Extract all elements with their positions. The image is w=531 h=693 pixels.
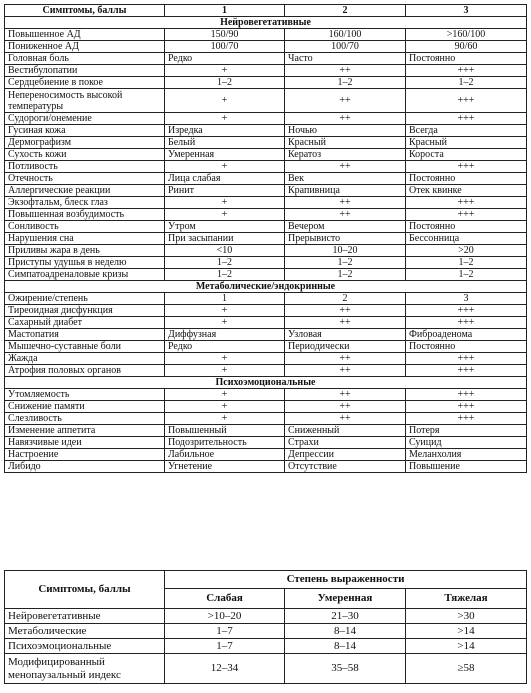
symptom-name-cell: Тиреоидная дисфункция [5, 305, 165, 317]
score-cell: 10–20 [285, 245, 406, 257]
section-header-row [5, 377, 527, 389]
table-row [5, 413, 527, 425]
symptom-name-cell: Аллергические реакции [5, 185, 165, 197]
header-score-2: 2 [285, 5, 406, 17]
score-cell: Постоянно [406, 341, 527, 353]
score-cell: Повышенный [165, 425, 285, 437]
symptom-name-cell: Атрофия половых органов [5, 365, 165, 377]
score-cell: ++ [285, 317, 406, 329]
score-cell: + [165, 389, 285, 401]
score-cell: +++ [406, 89, 527, 113]
range-cell: >10–20 [165, 609, 285, 624]
score-cell: Периодически [285, 341, 406, 353]
score-cell: Редко [165, 53, 285, 65]
score-cell: ++ [285, 197, 406, 209]
score-cell: + [165, 161, 285, 173]
score-cell: Изредка [165, 125, 285, 137]
range-cell: >14 [406, 639, 527, 654]
score-cell: Угнетение [165, 461, 285, 473]
score-cell: +++ [406, 197, 527, 209]
score-cell: ++ [285, 209, 406, 221]
score-cell: + [165, 401, 285, 413]
score-cell: Красный [406, 137, 527, 149]
score-cell: ++ [285, 401, 406, 413]
score-cell: Постоянно [406, 53, 527, 65]
table-row [5, 185, 527, 197]
score-cell: Вечером [285, 221, 406, 233]
category-name-cell: Нейровегетативные [5, 609, 165, 624]
score-cell: + [165, 65, 285, 77]
section-header-row [5, 281, 527, 293]
score-cell: 1–2 [285, 257, 406, 269]
score-cell: ++ [285, 305, 406, 317]
table-row [5, 437, 527, 449]
score-cell: Крапивница [285, 185, 406, 197]
score-cell: <10 [165, 245, 285, 257]
range-cell: 35–58 [285, 654, 406, 684]
score-cell: + [165, 317, 285, 329]
table-row [5, 173, 527, 185]
table-row [5, 77, 527, 89]
score-cell: 1–2 [285, 269, 406, 281]
table-row [5, 425, 527, 437]
score-cell: +++ [406, 413, 527, 425]
score-cell: +++ [406, 389, 527, 401]
symptom-name-cell: Утомляемость [5, 389, 165, 401]
symptom-name-cell: Настроение [5, 449, 165, 461]
summary-header-severity: Степень выраженности [165, 571, 527, 589]
table-row [5, 305, 527, 317]
score-cell: Потеря [406, 425, 527, 437]
symptom-name-cell: Симпатоадреналовые кризы [5, 269, 165, 281]
score-cell: 3 [406, 293, 527, 305]
severity-moderate: Умеренная [285, 589, 406, 609]
symptom-name-cell: Слезливость [5, 413, 165, 425]
symptom-name-cell: Дермографизм [5, 137, 165, 149]
table-row [5, 197, 527, 209]
score-cell: 100/70 [285, 41, 406, 53]
score-cell: Часто [285, 53, 406, 65]
table-row [5, 233, 527, 245]
table-row [5, 137, 527, 149]
score-cell: ++ [285, 113, 406, 125]
score-cell: 90/60 [406, 41, 527, 53]
symptom-name-cell: Сонливость [5, 221, 165, 233]
table-row [5, 341, 527, 353]
score-cell: ++ [285, 365, 406, 377]
table-row [5, 161, 527, 173]
score-cell: Редко [165, 341, 285, 353]
score-cell: 1–2 [165, 257, 285, 269]
score-cell: 1 [165, 293, 285, 305]
symptom-name-cell: Пониженное АД [5, 41, 165, 53]
score-cell: 1–2 [406, 257, 527, 269]
summary-header-row [5, 571, 527, 589]
symptom-name-cell: Сухость кожи [5, 149, 165, 161]
section-title: Психоэмоциональные [5, 377, 527, 389]
score-cell: Подозрительность [165, 437, 285, 449]
table-row [5, 53, 527, 65]
symptom-name-cell: Навязчивые идеи [5, 437, 165, 449]
score-cell: Лабильное [165, 449, 285, 461]
table-row [5, 245, 527, 257]
symptom-name-cell: Ожирение/степень [5, 293, 165, 305]
score-cell: Страхи [285, 437, 406, 449]
section-header-row [5, 17, 527, 29]
score-cell: 1–2 [406, 77, 527, 89]
range-cell: 8–14 [285, 624, 406, 639]
score-cell: Красный [285, 137, 406, 149]
symptom-name-cell: Нарушения сна [5, 233, 165, 245]
score-cell: Утром [165, 221, 285, 233]
symptom-name-cell: Головная боль [5, 53, 165, 65]
score-cell: Короста [406, 149, 527, 161]
header-score-1: 1 [165, 5, 285, 17]
score-cell: +++ [406, 161, 527, 173]
score-cell: Фиброаденома [406, 329, 527, 341]
score-cell: Лица слабая [165, 173, 285, 185]
score-cell: + [165, 365, 285, 377]
score-cell: +++ [406, 365, 527, 377]
symptom-name-cell: Гусиная кожа [5, 125, 165, 137]
table-row [5, 609, 527, 624]
score-cell: >20 [406, 245, 527, 257]
score-cell: 1–2 [165, 269, 285, 281]
table-row [5, 389, 527, 401]
score-cell: Постоянно [406, 173, 527, 185]
score-cell: +++ [406, 113, 527, 125]
table-row [5, 654, 527, 684]
score-cell: +++ [406, 65, 527, 77]
score-cell: 1–2 [285, 77, 406, 89]
score-cell: Суицид [406, 437, 527, 449]
symptom-name-cell: Жажда [5, 353, 165, 365]
score-cell: 160/100 [285, 29, 406, 41]
severity-mild: Слабая [165, 589, 285, 609]
symptom-name-cell: Мастопатия [5, 329, 165, 341]
score-cell: Век [285, 173, 406, 185]
table-row [5, 89, 527, 113]
score-cell: Повышение [406, 461, 527, 473]
range-cell: 8–14 [285, 639, 406, 654]
table-row [5, 449, 527, 461]
score-cell: Кератоз [285, 149, 406, 161]
table-row [5, 125, 527, 137]
score-cell: Прерывисто [285, 233, 406, 245]
score-cell: Ринит [165, 185, 285, 197]
symptom-name-cell: Отечность [5, 173, 165, 185]
score-cell: 1–2 [406, 269, 527, 281]
score-cell: + [165, 305, 285, 317]
table-row [5, 269, 527, 281]
score-cell: ++ [285, 353, 406, 365]
table-row [5, 624, 527, 639]
score-cell: ++ [285, 65, 406, 77]
symptom-name-cell: Изменение аппетита [5, 425, 165, 437]
category-name-cell: Модифицированный менопаузальный индекс [5, 654, 165, 684]
score-cell: + [165, 353, 285, 365]
score-cell: При засыпании [165, 233, 285, 245]
symptom-name-cell: Потливость [5, 161, 165, 173]
range-cell: 1–7 [165, 624, 285, 639]
table-row [5, 41, 527, 53]
symptom-scoring-table [4, 4, 527, 473]
score-cell: >160/100 [406, 29, 527, 41]
symptom-name-cell: Повышенная возбудимость [5, 209, 165, 221]
table-row [5, 209, 527, 221]
table-row [5, 317, 527, 329]
symptom-name-cell: Снижение памяти [5, 401, 165, 413]
score-cell: ++ [285, 161, 406, 173]
symptom-name-cell: Сахарный диабет [5, 317, 165, 329]
score-cell: +++ [406, 209, 527, 221]
section-title: Метаболические/эндокринные [5, 281, 527, 293]
symptom-name-cell: Либидо [5, 461, 165, 473]
score-cell: + [165, 413, 285, 425]
score-cell: +++ [406, 353, 527, 365]
table-row [5, 221, 527, 233]
score-cell: Депрессии [285, 449, 406, 461]
severity-severe: Тяжелая [406, 589, 527, 609]
range-cell: >14 [406, 624, 527, 639]
category-name-cell: Метаболические [5, 624, 165, 639]
table-row [5, 113, 527, 125]
score-cell: Диффузная [165, 329, 285, 341]
severity-summary-table [4, 570, 527, 684]
score-cell: Ночью [285, 125, 406, 137]
table-row [5, 29, 527, 41]
score-cell: ++ [285, 89, 406, 113]
symptom-name-cell: Мышечно-суставные боли [5, 341, 165, 353]
score-cell: Отек квинке [406, 185, 527, 197]
range-cell: >30 [406, 609, 527, 624]
score-cell: +++ [406, 305, 527, 317]
header-symptoms: Симптомы, баллы [5, 5, 165, 17]
score-cell: ++ [285, 413, 406, 425]
table-row [5, 639, 527, 654]
table-header-row [5, 5, 527, 17]
symptom-name-cell: Повышенное АД [5, 29, 165, 41]
score-cell: +++ [406, 401, 527, 413]
symptom-name-cell: Приливы жара в день [5, 245, 165, 257]
score-cell: 100/70 [165, 41, 285, 53]
range-cell: 12–34 [165, 654, 285, 684]
symptom-table-body [5, 17, 527, 473]
score-cell: Умеренная [165, 149, 285, 161]
section-title: Нейровегетативные [5, 17, 527, 29]
score-cell: Постоянно [406, 221, 527, 233]
score-cell: + [165, 89, 285, 113]
score-cell: Сниженный [285, 425, 406, 437]
table-row [5, 257, 527, 269]
score-cell: Отсутствие [285, 461, 406, 473]
table-row [5, 293, 527, 305]
table-row [5, 329, 527, 341]
score-cell: +++ [406, 317, 527, 329]
symptom-name-cell: Экзофтальм, блеск глаз [5, 197, 165, 209]
score-cell: ++ [285, 389, 406, 401]
range-cell: ≥58 [406, 654, 527, 684]
score-cell: + [165, 197, 285, 209]
score-cell: Бессонница [406, 233, 527, 245]
score-cell: 2 [285, 293, 406, 305]
score-cell: Узловая [285, 329, 406, 341]
score-cell: Всегда [406, 125, 527, 137]
table-row [5, 65, 527, 77]
symptom-name-cell: Сердцебиение в покое [5, 77, 165, 89]
score-cell: + [165, 113, 285, 125]
symptom-name-cell: Вестибулопатии [5, 65, 165, 77]
symptom-name-cell: Непереносимость высокой температуры [5, 89, 165, 113]
symptom-name-cell: Приступы удушья в неделю [5, 257, 165, 269]
header-score-3: 3 [406, 5, 527, 17]
symptom-name-cell: Судороги/онемение [5, 113, 165, 125]
range-cell: 1–7 [165, 639, 285, 654]
summary-table-body [5, 609, 527, 684]
range-cell: 21–30 [285, 609, 406, 624]
score-cell: 1–2 [165, 77, 285, 89]
table-row [5, 353, 527, 365]
score-cell: Белый [165, 137, 285, 149]
table-row [5, 365, 527, 377]
table-row [5, 149, 527, 161]
summary-header-symptoms: Симптомы, баллы [5, 571, 165, 609]
table-row [5, 401, 527, 413]
score-cell: + [165, 209, 285, 221]
score-cell: 150/90 [165, 29, 285, 41]
category-name-cell: Психоэмоциональные [5, 639, 165, 654]
score-cell: Меланхолия [406, 449, 527, 461]
table-row [5, 461, 527, 473]
